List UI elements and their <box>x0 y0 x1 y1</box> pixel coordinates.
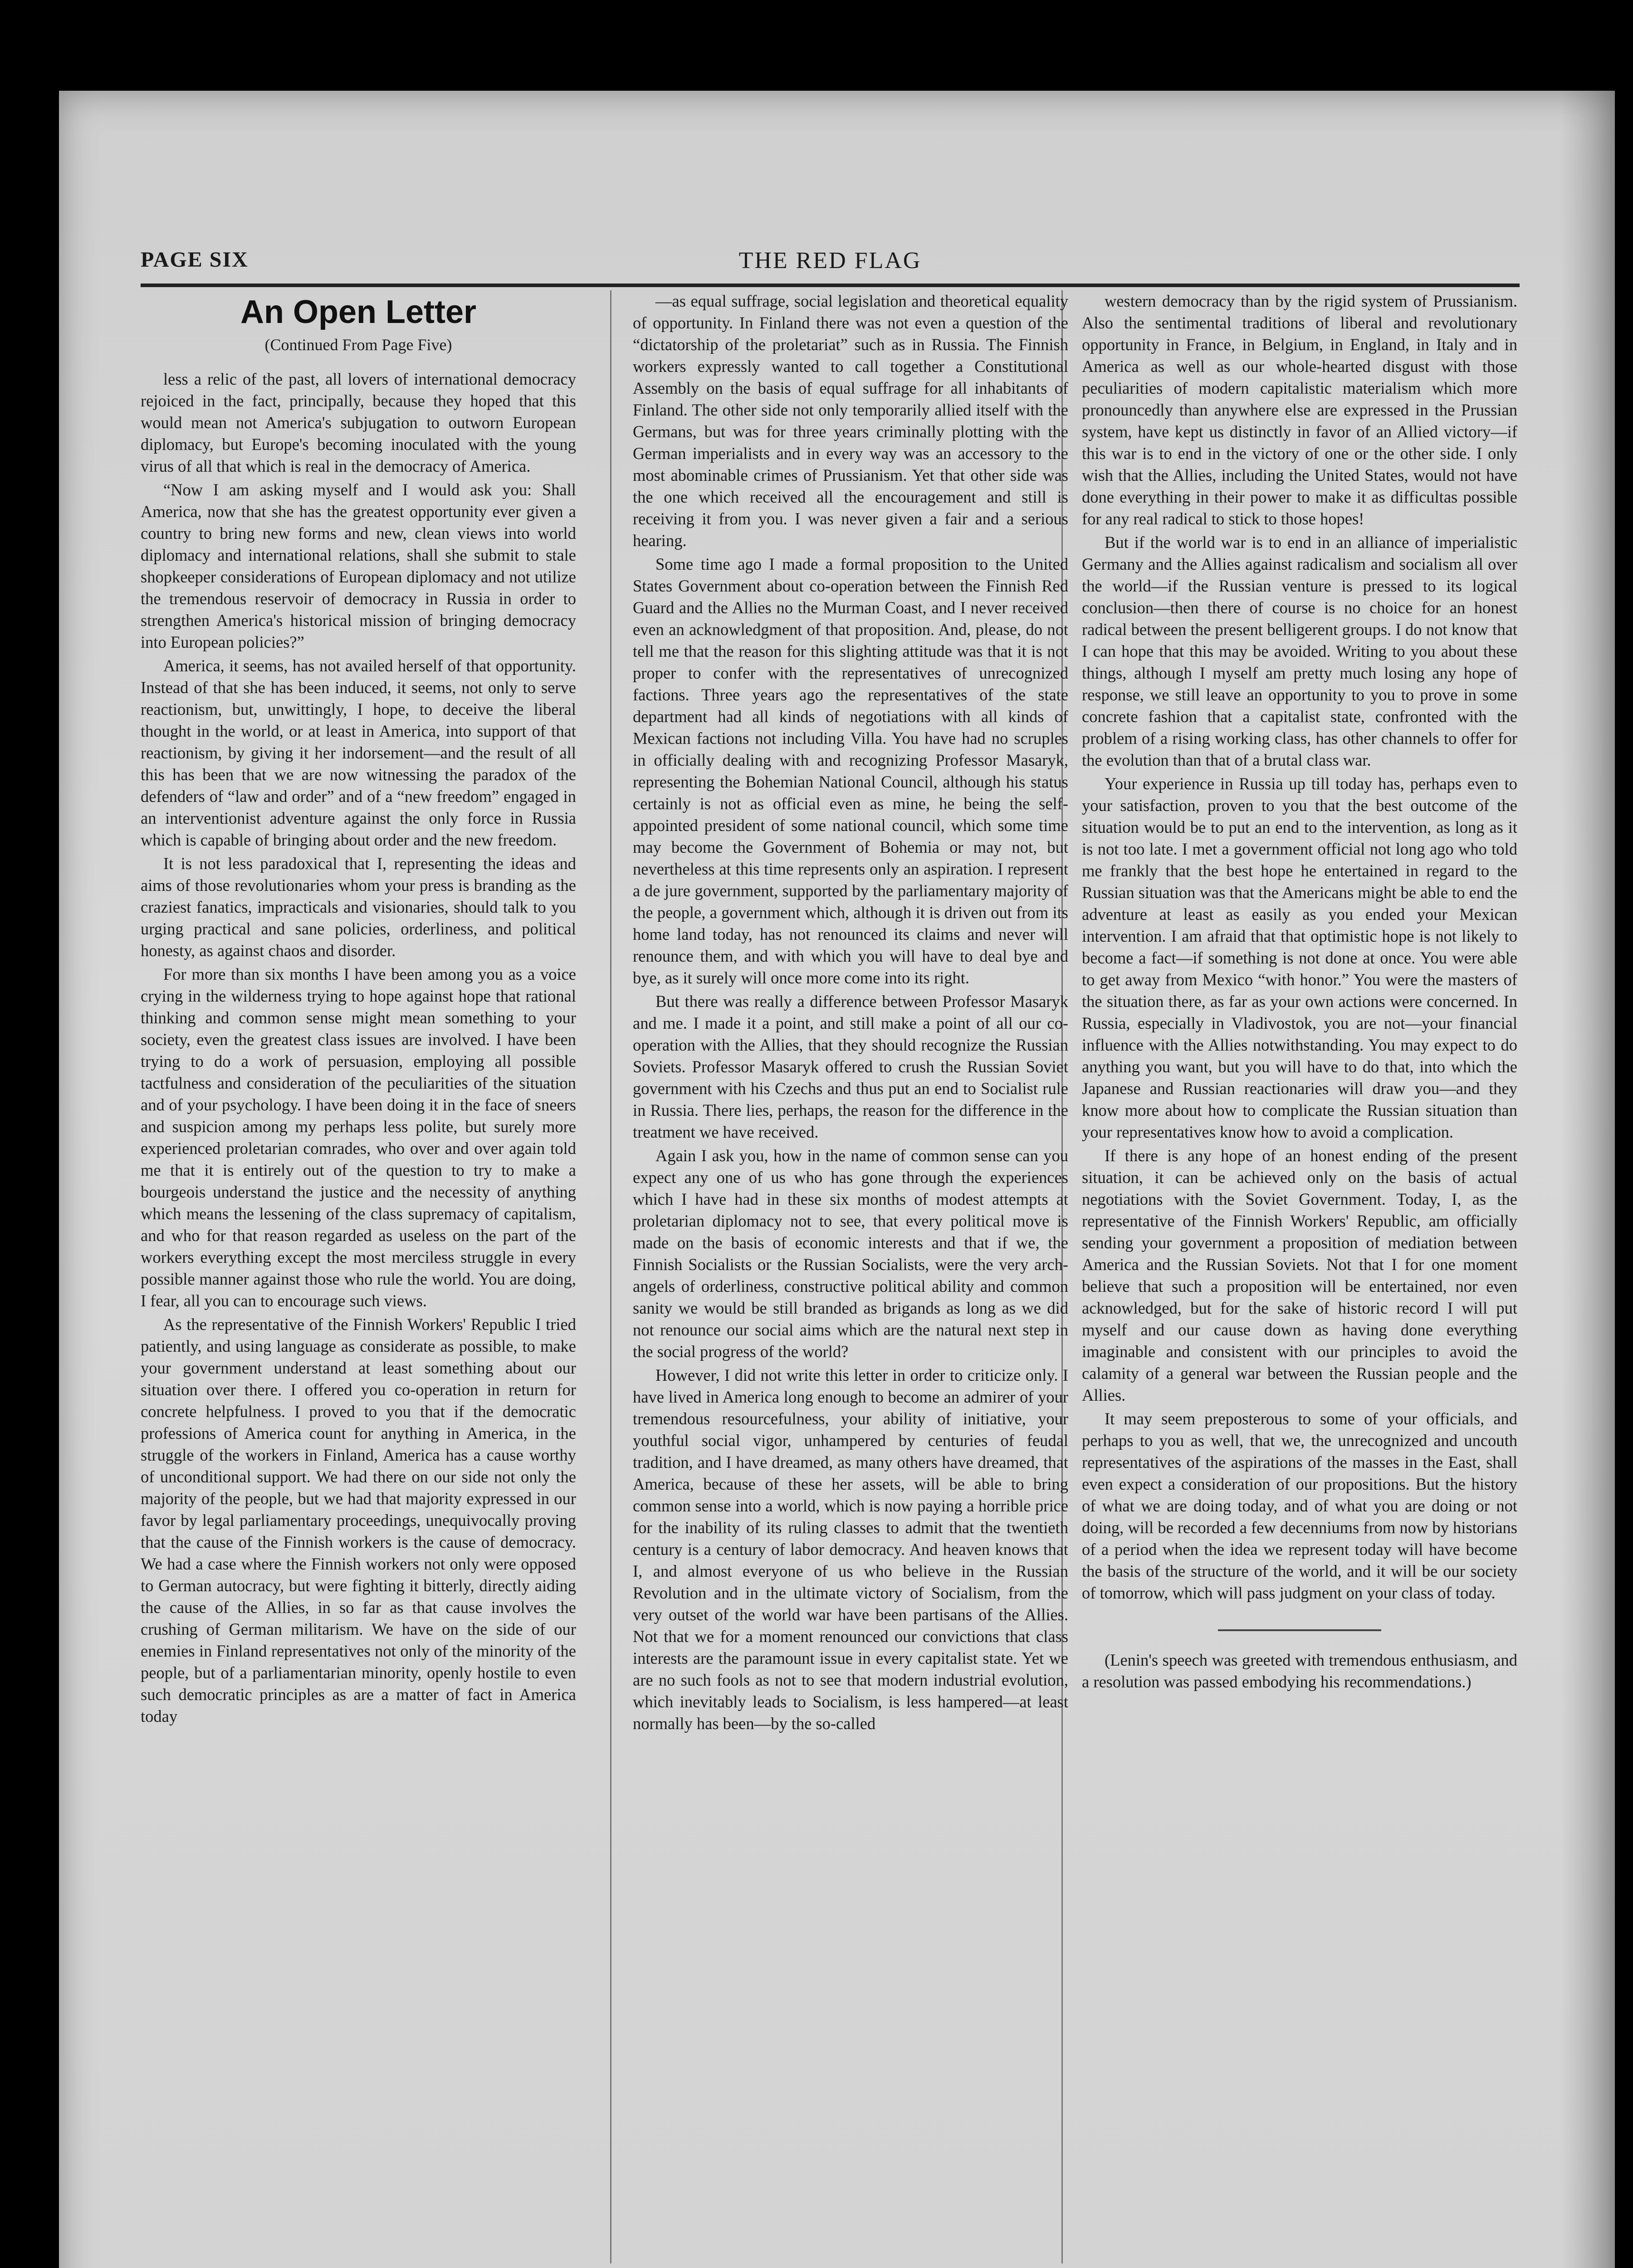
paragraph: If there is any hope of an honest ending of the present situation, it can be achieved only on the basis of actual negotiations with the Soviet Government. Today, I, as the representative of the Finnish Workers' Republic, am officially sending your government a proposition of mediation between America and the Russian Soviets. Not that I for one moment believe that such a proposition will be entertained, nor even acknowledged, but for the sake of historic record I will put myself and our cause down as having done everything imaginable and consistent with our principles to avoid the calamity of a general war between the Russian people and the Allies. <box>1082 1146 1517 1404</box>
paragraph: However, I did not write this letter in order to criticize only. I have lived in America long enough to become an admirer of your tremendous resourcefulness, your ability of initiative, your youthful social vigor, unhampered by centuries of feudal tradition, and I have dreamed, as many others have dreamed, that America, because of these her assets, will be able to bring common sense into a world, which is now paying a horrible price for the inability of its ruling classes to admit that the twentieth century is a century of labor democracy. And heaven knows that I, and almost everyone of us who believe in the Russian Revolution and in the ultimate victory of Socialism, from the very outset of the world war have been partisans of the Allies. Not that we for a moment renounced our convictions that class interests are the paramount issue in every capitalist state. Yet we are no such fools as not to see that modern industrial evolution, which inevitably leads to Socialism, is less hampered—at least normally has been—by the so-called <box>633 1366 1068 1733</box>
column-1-text <box>141 368 576 1727</box>
paragraph: But there was really a difference between Professor Masaryk and me. I made it a point, and still make a point of all our co-operation with the Allies, that they should recognize the Russian Soviets. Professor Masaryk offered to crush the Russian Soviet government with his Czechs and thus put an end to Socialist rule in Russia. There lies, perhaps, the reason for the difference in the treatment we have received. <box>633 992 1068 1141</box>
paragraph: less a relic of the past, all lovers of international democracy rejoiced in the fact, principally, because they hoped that this would mean not America's subjugation to outworn European diplomacy, but Europe's becoming inoculated with the young virus of all that which is real in the democracy of America. <box>141 370 576 475</box>
end-rule <box>1218 1629 1381 1631</box>
paragraph: Again I ask you, how in the name of common sense can you expect any one of us who has gone through the experiences which I have had in these six months of modest attempts at proletarian diplomacy not to see, that every political move is made on the basis of economic interests and that if we, the Finnish Socialists or the Russian Socialists, were the very arch-angels of orderliness, constructive political ability and common sanity we would be still branded as brigands as long as we did not renounce our social aims which are the natural next step in the social progress of the world? <box>633 1146 1068 1361</box>
paragraph: Your experience in Russia up till today has, perhaps even to your satisfaction, proven to you that the best outcome of the situation would be to put an end to the intervention, as long as it is not too late. I met a government official not long ago who told me frankly that the best hope he entertained in regard to the Russian situation was that the Americans might be able to end the adventure at least as easily as you ended your Mexican intervention. I am afraid that that optimistic hope is not likely to become a fact—if something is not done at once. You were able to get away from Mexico “with honor.” You were the masters of the situation there, as far as your own actions were concerned. In Russia, especially in Vladivostok, you are not—your financial influence with the Allies notwithstanding. You may expect to do anything you want, but you will have to do that, into which the Japanese and Russian reactionaries will draw you—and they know more about how to complicate the Russian situation than your representatives know how to avoid a complication. <box>1082 774 1517 1141</box>
masthead-title: THE RED FLAG <box>738 248 922 274</box>
column-3-text <box>1082 290 1517 1604</box>
continued-note: (Continued From Page Five) <box>264 336 452 354</box>
paragraph: As the representative of the Finnish Workers' Republic I tried patiently, and using language as considerate as possible, to make your government understand at least something about our situation over there. I offered you co-operation in return for concrete helpfulness. I proved to you that if the democratic professions of America count for anything in America, in the struggle of the workers in Finland, America has a cause worthy of unconditional support. We had there on our side not only the majority of the people, but we had that majority expressed in our favor by legal parliamentary proceedings, unequivocally proving that the cause of the Finnish workers is the cause of democracy. We had a case where the Finnish workers not only were opposed to German autocracy, but were fighting it bitterly, directly aiding the cause of the Allies, in so far as that cause involves the crushing of German militarism. We have on the side of our enemies in Finland representatives not only of the minority of the people, but of a parliamentarian minority, openly hostile to even such democratic principles as are a matter of fact in America today <box>141 1315 576 1725</box>
closing-note: (Lenin's speech was greeted with tremendous enthusiasm, and a resolution was passed embodying his recommendations.) <box>1082 1651 1517 1691</box>
paragraph: For more than six months I have been among you as a voice crying in the wilderness trying to hope against hope that rational thinking and common sense might mean something to your society, even the greatest class issues are involved. I have been trying to do a work of persuasion, employing all possible tactfulness and consideration of the peculiarities of the situation and of your psychology. I have been doing it in the face of sneers and suspicion among my perhaps less polite, but surely more experienced proletarian comrades, who over and over again told me that it is entirely out of the question to try to make a bourgeois understand the justice and the necessity of anything which means the lessening of the class supremacy of capitalism, and who for that reason regarded as useless on the part of the workers everything except the most merciless struggle in every possible manner against those who rule the world. You are doing, I fear, all you can to encourage such views. <box>141 965 576 1310</box>
page-header <box>141 247 1520 287</box>
page-shadow <box>1560 91 1615 2268</box>
page-number: PAGE SIX <box>141 248 249 272</box>
paragraph: It may seem preposterous to some of your officials, and perhaps to you as well, that we, the unrecognized and uncouth representatives of the aspirations of the masses in the East, shall even expect a consideration of our propositions. But the history of what we are doing today, and of what you are doing or not doing, will be recorded a few decenniums from now by historians of a period when the idea we represent today will have become the basis of the structure of the world, and it will be our society of tomorrow, which will pass judgment on your class of today. <box>1082 1409 1517 1602</box>
article-title: An Open Letter <box>240 294 477 330</box>
column-1 <box>141 290 576 2263</box>
column-3 <box>1082 290 1517 2263</box>
paragraph: western democracy than by the rigid system of Prussianism. Also the sentimental traditions of liberal and revolutionary opportunity in France, in Belgium, in England, in Italy and in America as well as our whole-hearted disgust with those peculiarities of modern capitalistic materialism which more pronouncedly than anywhere else are expressed in the Prussian system, have kept us distinctly in favor of an Allied victory—if this war is to end in the victory of one or the other side. I only wish that the Allies, including the United States, would not have done everything in their power to make it as difficultas possible for any real radical to stick to those hopes! <box>1082 292 1517 528</box>
paragraph: America, it seems, has not availed herself of that opportunity. Instead of that she has been induced, it seems, not only to serve reactionism, but, unwittingly, I hope, to deceive the liberal thought in the world, or at least in America, into support of that reactionism, by giving it her indorsement—and the result of all this has been that we are now witnessing the paradox of the defenders of “law and order” and of a “new freedom” engaged in an interventionist adventure against the only force in Russia which is capable of bringing about order and the new freedom. <box>141 656 576 849</box>
paragraph: “Now I am asking myself and I would ask you: Shall America, now that she has the greatest opportunity ever given a country to bring new forms and new, clean views into world diplomacy and international relations, shall she submit to stale shopkeeper considerations of European diplomacy and not utilize the tremendous reservoir of democracy in Russia in order to strengthen America's historical mission of bringing democracy into European policies?” <box>141 480 576 651</box>
column-divider <box>610 290 611 2263</box>
paragraph: —as equal suffrage, social legislation and theoretical equality of opportunity. In Finland there was not even a question of the “dictatorship of the proletariat” such as in Russia. The Finnish workers expressly wanted to call together a Constitutional Assembly on the basis of equal suffrage for all inhabitants of Finland. The other side not only temporarily allied itself with the Germans, but was for three years criminally plotting with the German imperialists and in every way was an accessory to the most abominable crimes of Prussianism. Yet that other side was the one which received all the encouragement and still is receiving it from you. I was never given a fair and a serious hearing. <box>633 292 1068 550</box>
paragraph: But if the world war is to end in an alliance of imperialistic Germany and the Allies against radicalism and socialism all over the world—if the Russian venture is pressed to its logical conclusion—then there of course is no choice for an honest radical between the present belligerent groups. I do not know that I can hope that this may be avoided. Writing to you about these things, although I myself am pretty much losing any hope of response, we still leave an opportunity to you to prove in some concrete fashion that a capitalist state, confronted with the problem of a rising working class, has other channels to offer for the evolution than that of a brutal class war. <box>1082 533 1517 769</box>
paragraph: It is not less paradoxical that I, representing the ideas and aims of those revolutionaries whom your press is branding as the craziest fanatics, impracticals and visionaries, should talk to you urging practical and sane policies, orderliness, and political honesty, as against chaos and disorder. <box>141 854 576 960</box>
column-2 <box>633 290 1068 2263</box>
paragraph: Some time ago I made a formal proposition to the United States Government about co-operation between the Finnish Red Guard and the Allies no the Murman Coast, and I never received even an acknowledgment of that proposition. And, please, do not tell me that the reason for this slighting attitude was that it is not proper to confer with the representatives of unrecognized factions. Three years ago the representatives of the state department had all kinds of negotiations with all kinds of Mexican factions not including Villa. You have had no scruples in officially dealing with and recognizing Professor Masaryk, representing the Bohemian National Council, although his status certainly is not as official even as mine, he being the self-appointed president of some national council, which some time may become the Government of Bohemia or may not, but nevertheless at this time represents only an aspiration. I represent a de jure government, supported by the parliamentary majority of the people, a government which, although it is driven out from its home land today, has not renounced its claims and never will renounce them, and with which you will have to deal bye and bye, as it surely will once more come into its right. <box>633 555 1068 987</box>
column-2-text <box>633 290 1068 1735</box>
